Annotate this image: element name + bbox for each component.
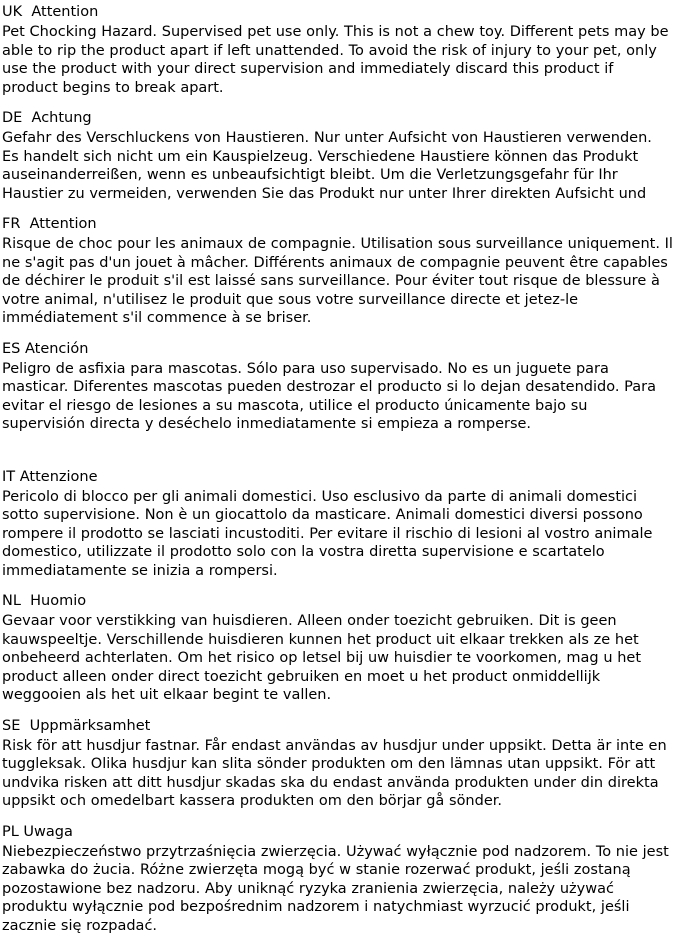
section-heading: DE Achtung: [2, 110, 92, 126]
section-heading: PL Uwaga: [2, 823, 73, 840]
section-body: Risque de choc pour les animaux de compagnie. Utilisation sous surveillance uniquement. Il ne s'agit pas d'un jouet à mâcher. Différents animaux de compagnie peuvent être capables de déchirer le produit s'il est laissé sans surveillance. Pour éviter tout risque de blessure à votre animal, n'utilisez le produit que sous votre surveillance directe et jetez-le immédiatement s'il commence à se briser.: [2, 236, 673, 326]
section-body: Niebezpieczeństwo przytrzaśnięcia zwierzęcia. Używać wyłącznie pod nadzorem. To nie jest zabawka do żucia. Różne zwierzęta mogą być w stanie rozerwać produkt, jeśli zostaną pozostawione bez nadzoru. Aby uniknąć ryzyka zranienia zwierzęcia, należy używać produktu wyłącznie pod bezpośrednim nadzorem i natychmiast wyrzucić produkt, jeśli zacznie się rozpadać.: [2, 843, 669, 934]
section-body: Gevaar voor verstikking van huisdieren. Alleen onder toezicht gebruiken. Dit is geen kauwspeeltje. Verschillende huisdieren kunnen het product uit elkaar trekken als ze het onbeheerd achterlaten. Om het risico op letsel bij uw huisdier te voorkomen, mag u het product alleen onder direct toezicht gebruiken en moet u het product onmiddellijk weggooien als het uit elkaar begint te vallen.: [2, 613, 642, 703]
section-heading: NL Huomio: [2, 593, 87, 609]
warning-section-pl: [2, 823, 673, 936]
warning-section-fr: [2, 215, 673, 328]
section-heading: ES Atención: [2, 340, 89, 357]
section-body: Peligro de asfixia para mascotas. Sólo para uso supervisado. No es un juguete para masticar. Diferentes mascotas pueden destrozar el producto si lo dejan desatendido. Para evitar el riesgo de lesiones a su mascota, utilice el producto únicamente bajo su supervisión directa y deséchelo inmediatamente si empieza a romperse.: [2, 360, 656, 432]
warning-section-se: [2, 717, 673, 811]
warning-section-it: [2, 468, 673, 581]
section-heading: FR Attention: [2, 216, 97, 232]
warning-section-nl: [2, 592, 673, 705]
section-body: Gefahr des Verschluckens von Haustieren. Nur unter Aufsicht von Haustieren verwenden. Es handelt sich nicht um ein Kauspielzeug. Verschiedene Haustiere können das Produkt auseinanderreißen, wenn es unbeaufsichtigt bleibt. Um die Verletzungsgefahr für Ihr Haustier zu vermeiden, verwenden Sie das Produkt nur unter Ihrer direkten Aufsicht und: [2, 130, 652, 202]
section-body: Pericolo di blocco per gli animali domestici. Uso esclusivo da parte di animali domestici sotto supervisione. Non è un giocattolo da masticare. Animali domestici diversi possono rompere il prodotto se lasciati incustoditi. Per evitare il rischio di lesioni al vostro animale domestico, utilizzate il prodotto solo con la vostra diretta supervisione e scartatelo immediatamente se inizia a rompersi.: [2, 488, 653, 579]
section-heading: IT Attenzione: [2, 468, 98, 485]
section-body: Pet Chocking Hazard. Supervised pet use only. This is not a chew toy. Different pets may be able to rip the product apart if left unattended. To avoid the risk of injury to your pet, only use the product with your direct supervision and immediately discard this product if product begins to break apart.: [2, 24, 669, 96]
section-heading: UK Attention: [2, 4, 99, 20]
section-body: Risk för att husdjur fastnar. Får endast användas av husdjur under uppsikt. Detta är inte en tuggleksak. Olika husdjur kan slita sönder produkten om den lämnas utan uppsikt. För att undvika risken att ditt husdjur skadas ska du endast använda produkten under din direkta uppsikt och omedelbart kassera produkten om den börjar gå sönder.: [2, 737, 667, 809]
warning-section-es: [2, 340, 673, 434]
warning-section-uk: [2, 3, 673, 97]
section-heading: SE Uppmärksamhet: [2, 717, 151, 734]
warning-section-de: [2, 109, 673, 203]
